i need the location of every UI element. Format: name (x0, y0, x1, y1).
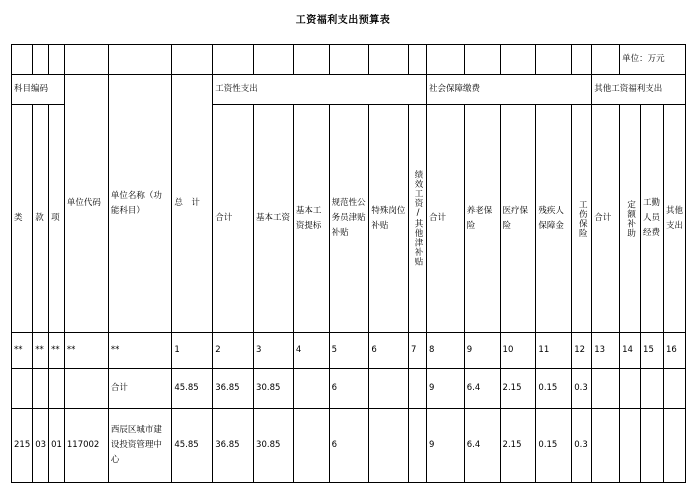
item-header: 款 (33, 105, 49, 333)
index-cell: 12 (572, 333, 592, 369)
workers-cell (641, 369, 664, 409)
index-cell: ** (49, 333, 65, 369)
index-cell: 14 (620, 333, 641, 369)
social-col-header: 残疾人保障金 (536, 105, 572, 333)
unit-code-header: 单位代码 (64, 75, 108, 333)
basic-wage-cell: 30.85 (254, 369, 294, 409)
pension-cell: 6.4 (464, 369, 500, 409)
sub-cell (49, 369, 65, 409)
index-cell: ** (12, 333, 33, 369)
social-col-header: 医疗保险 (500, 105, 536, 333)
index-cell: ** (108, 333, 172, 369)
performance-cell (409, 409, 427, 483)
wage-col-header: 特殊岗位补贴 (369, 105, 409, 333)
index-cell: 3 (254, 333, 294, 369)
index-cell: ** (64, 333, 108, 369)
performance-cell (409, 369, 427, 409)
item-cell (33, 369, 49, 409)
basic-wage-cell: 30.85 (254, 409, 294, 483)
medical-cell: 2.15 (500, 369, 536, 409)
unit-name-cell: 西辰区城市建设投资管理中心 (108, 409, 172, 483)
other-col-header: 其他支出 (663, 105, 685, 333)
unit-row (12, 45, 686, 75)
wage-total-cell: 36.85 (213, 369, 254, 409)
index-cell: 13 (592, 333, 620, 369)
kind-cell (12, 369, 33, 409)
social-total-cell: 9 (427, 409, 465, 483)
item-cell: 03 (33, 409, 49, 483)
wage-col-header: 基本工资提标 (293, 105, 329, 333)
social-col-header: 合计 (427, 105, 465, 333)
other-total-cell (592, 369, 620, 409)
kind-header: 类 (12, 105, 33, 333)
other-total-cell (592, 409, 620, 483)
wage-raise-cell (293, 409, 329, 483)
social-col-header: 养老保险 (464, 105, 500, 333)
unit-code-cell (64, 369, 108, 409)
other-col-header: 工勤人员经费 (641, 105, 664, 333)
index-cell: 11 (536, 333, 572, 369)
index-cell: ** (33, 333, 49, 369)
wage-col-header: 规范性公务员津贴补贴 (329, 105, 369, 333)
other-group-header: 其他工资福利支出 (592, 75, 686, 105)
allowance-cell: 6 (329, 409, 369, 483)
kind-cell: 215 (12, 409, 33, 483)
disabled-fund-cell: 0.15 (536, 409, 572, 483)
index-cell: 2 (213, 333, 254, 369)
unit-label: 单位：万元 (620, 45, 686, 75)
index-cell: 6 (369, 333, 409, 369)
workers-cell (641, 409, 664, 483)
other-expense-cell (663, 369, 685, 409)
wage-group-header: 工资性支出 (213, 75, 427, 105)
index-row (12, 333, 686, 369)
other-col-header: 合计 (592, 105, 620, 333)
index-cell: 15 (641, 333, 664, 369)
wage-raise-cell (293, 369, 329, 409)
index-cell: 4 (293, 333, 329, 369)
medical-cell: 2.15 (500, 409, 536, 483)
budget-table (11, 44, 686, 483)
group-header-row (12, 75, 686, 105)
other-col-header: 定额补助 (625, 199, 636, 238)
index-cell: 9 (464, 333, 500, 369)
social-total-cell: 9 (427, 369, 465, 409)
index-cell: 16 (663, 333, 685, 369)
special-post-cell (369, 409, 409, 483)
wage-col-header: 绩效工资/其他津补贴 (413, 170, 424, 267)
index-cell: 1 (172, 333, 213, 369)
table-row (12, 409, 686, 483)
wage-col-header: 基本工资 (254, 105, 294, 333)
index-cell: 7 (409, 333, 427, 369)
disabled-fund-cell: 0.15 (536, 369, 572, 409)
wage-col-header: 合计 (213, 105, 254, 333)
fixed-subsidy-cell (620, 409, 641, 483)
total-cell: 45.85 (172, 369, 213, 409)
sub-cell: 01 (49, 409, 65, 483)
index-cell: 8 (427, 333, 465, 369)
social-col-header: 工伤保险 (577, 199, 588, 238)
fixed-subsidy-cell (620, 369, 641, 409)
social-group-header: 社会保障缴费 (427, 75, 592, 105)
allowance-cell: 6 (329, 369, 369, 409)
injury-cell: 0.3 (572, 369, 592, 409)
page-title: 工资福利支出预算表 (295, 15, 391, 26)
total-cell: 45.85 (172, 409, 213, 483)
wage-total-cell: 36.85 (213, 409, 254, 483)
table-row (12, 369, 686, 409)
index-cell: 5 (329, 333, 369, 369)
unit-name-header: 单位名称（功能科目） (108, 75, 172, 333)
sub-header: 项 (49, 105, 65, 333)
unit-name-cell: 合计 (108, 369, 172, 409)
total-header: 总 计 (172, 75, 213, 333)
special-post-cell (369, 369, 409, 409)
pension-cell: 6.4 (464, 409, 500, 483)
other-expense-cell (663, 409, 685, 483)
subject-code-header: 科目编码 (12, 75, 65, 105)
injury-cell: 0.3 (572, 409, 592, 483)
unit-code-cell: 117002 (64, 409, 108, 483)
index-cell: 10 (500, 333, 536, 369)
